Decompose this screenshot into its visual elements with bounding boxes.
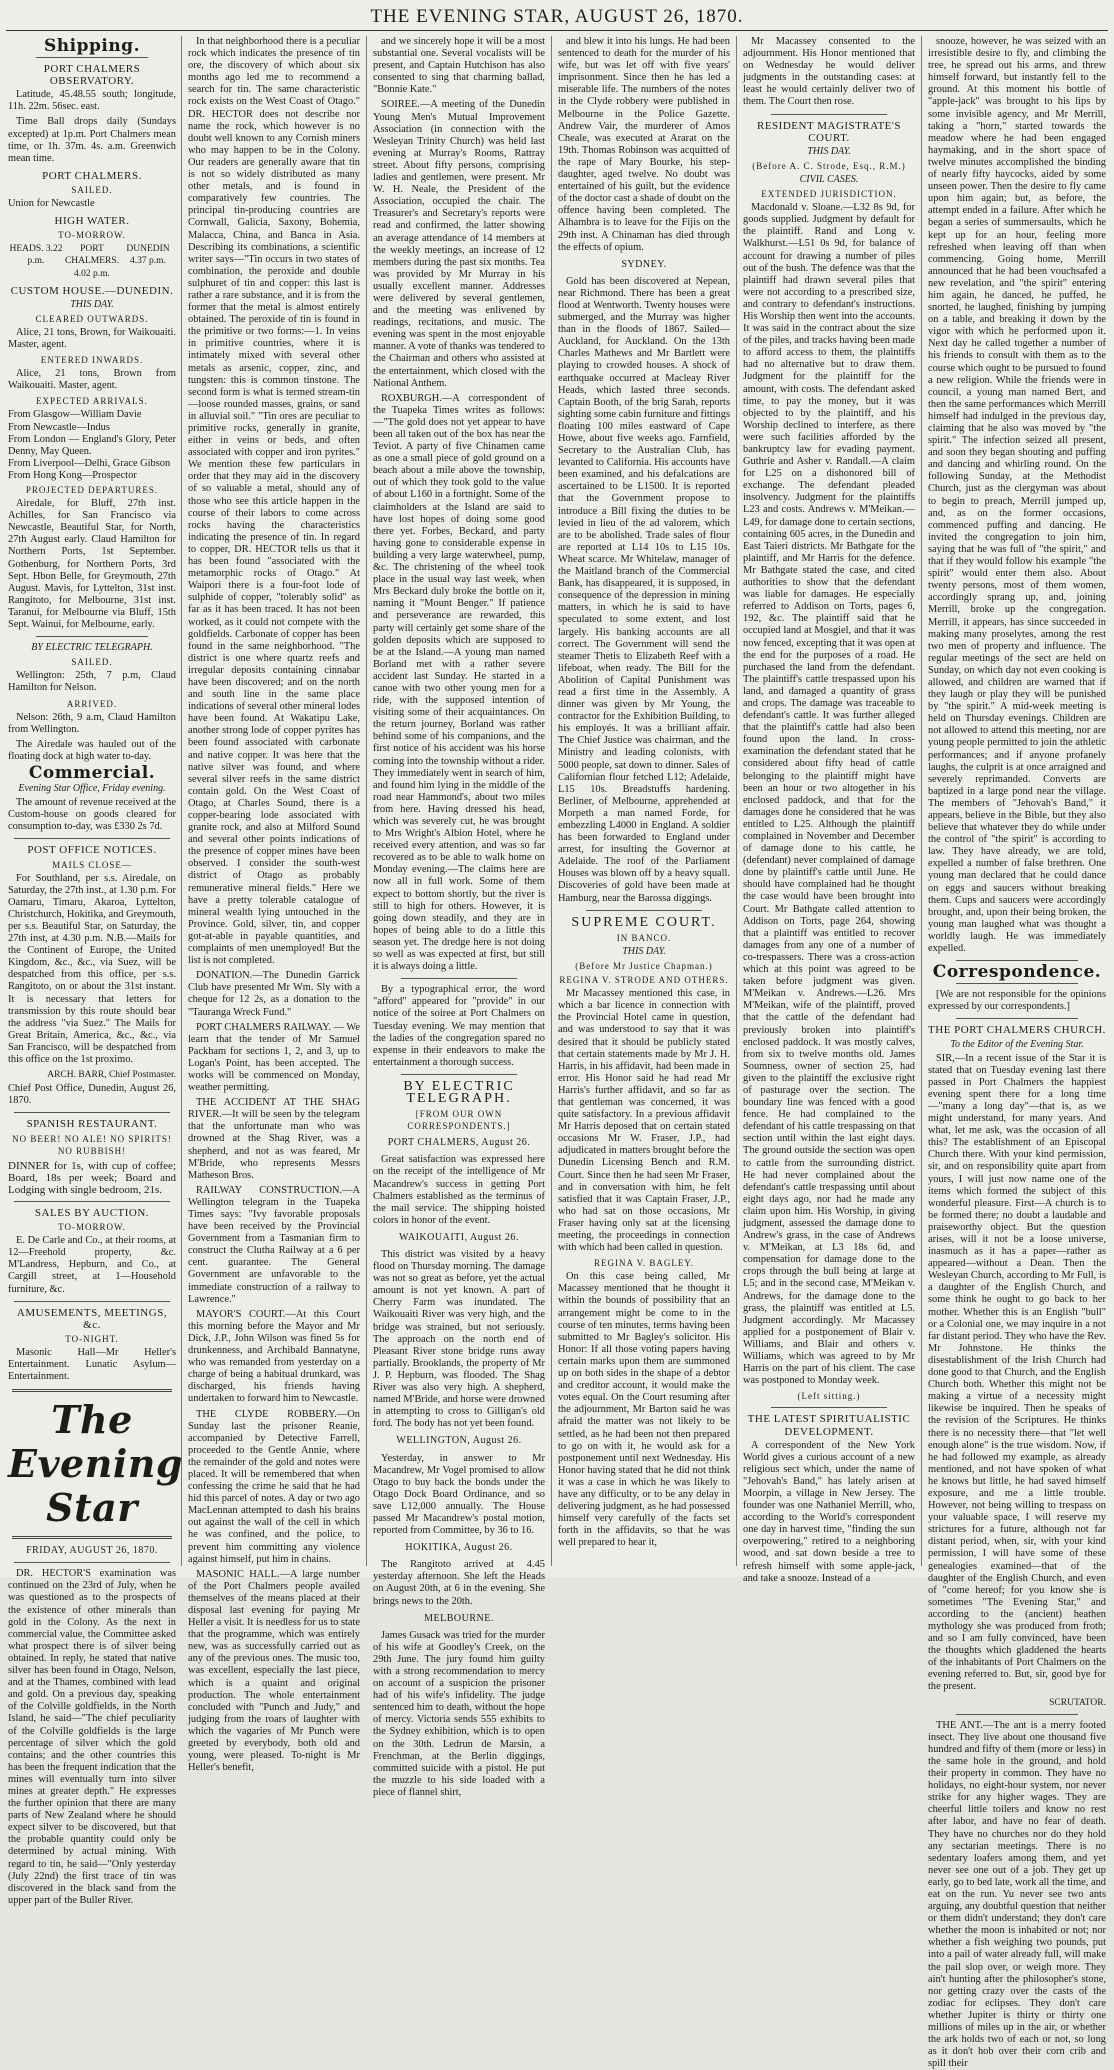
column-rule [736, 36, 737, 1566]
church-letter-heading: THE PORT CHALMERS CHURCH. [928, 1024, 1106, 1037]
divider [36, 636, 148, 637]
office-line: Evening Star Office, Friday evening. [18, 783, 166, 795]
cleared-text: Alice, 21 tons, Brown, for Waikouaiti. Master, agent. [8, 326, 176, 350]
tonight-label: TO-NIGHT. [65, 1333, 119, 1344]
expected-item: From London — England's Glory, Peter Denny, May Queen. [8, 433, 176, 457]
telegram-text: Yesterday, in answer to Mr Macandrew, Mr Vogel promised to allow Otago to buy back the bonds under the Otago Dock Board Ordinance, and so save L12,000 annually. The House passed Mr Macandrew's postal motion, reported from Committee, by 36 to 16. [373, 1452, 545, 1537]
rm-before: (Before A. C. Strode, Esq., R.M.) [752, 160, 906, 171]
clyde-robbery-paragraph: THE CLYDE ROBBERY.—On Sunday last the prisoner Reanie, accompanied by Detective Farrell, proceeded to the Gentle Annie, where the remainder of the gold and notes were placed. It will be remembered that when confessing the crime he said that he had hid this parcel of notes. A day or two ago MacLennan attempted to dash his brains out against the wall of the cell in which he was confined, and the police, to prevent him committing any violence against himself, put him in chains. [188, 1408, 360, 1565]
this-day-label: THIS DAY. [70, 298, 114, 310]
arrived-text: Nelson: 26th, 9 a.m, Claud Hamilton from Wellington. [8, 711, 176, 735]
case-text: On this case being called, Mr Macassey mentioned that he thought it within the bounds of possibility that an arrangement might be come to in the course of ten minutes, terms having been submitted to Mr Bagley's solicitor. His Honor: If all those voting papers having certain marks upon them are summoned up on both sides in the shape of a debtor and creditor account, it would make the votes equal. On the Court resuming after the adjournment, Mr Barton said he was afraid the matter was not likely to be settled, as he had been not then prepared to go on with it, he would ask for a postponement until next Wednesday. His Honor having stated that he did not think it was a case in which he was likely to have any difficulty, or to be any delay in delivering judgment, as he had possessed himself very carefully of the facts set forth in the affidavits, so that he was well prepared to hear it, [558, 1271, 730, 1549]
masthead-rule [6, 30, 1108, 31]
tide-port-chalmers: PORT CHALMERS. 4.02 p.m. [64, 244, 120, 279]
ant-paragraph: THE ANT.—The ant is a merry footed insect. They live about one thousand five hundred and fifty of them (more or less) in the same hole in the ground, and hold their property in common. They have no holidays, no eight-hour system, nor never strike for any higher wages. They are cheerful little toilers and know no rest after labor, and have no fear of death. They have no churches nor do they hold any sectarian meetings. There is no sedentary loafers among them, and yet never see one out of a job. They get up early, go to bed late, work all the time, and eat on the run. Yu never see two ants arguing, any doubtful question that neither or them didn't understand; they don't care whether the moon is inhabited or not; nor whether a fish weighing two pounds, put into a pail of water already full, will make the pail slop over, or weigh more. They ain't hunting after the philosopher's stone, nor getting crazy over the casts of the zodiac for eclipses. They don't care whether Jupiter is thirty or thirty one millions of miles up in the air, or whether the ark holds two of each or not, so long as it don't hob over their corn crib and spill their [928, 1719, 1106, 2070]
sydney-text: Gold has been discovered at Nepean, near Richmond. There has been a great flood at Wentworth. Twenty houses were submerged, and the Murray was higher than in the floods of 1867. Sailed—Auckland, for Auckland. On the 13th Charles Mathews and Mr Bartlett were playing to crowded houses. A shock of earthquake occurred at Macleay River Heads, which lasted three seconds. Captain Booth, of the brig Sarah, reports sighting some cabin furniture and fittings floating 100 miles eastward of Cape Howe, about five weeks ago. Farnfield, Secretary to the Australian Club, has levanted to California. His accounts have been examined, and his defalcations are ascertained to be L1500. It is reported that the Government propose to introduce a Bill fixing the duties to be levied in lieu of the ad valorem, which are to be abolished. Trade sales of flour are reported at L14 10s to L15 10s. Wheat scarce. Mr Whitelaw, manager of the Maitland branch of the Commercial Bank, has disappeared, it is supposed, in consequence of the depression in mining matters, in which he is said to have speculated to some extent, and lost largely. His banking accounts are all correct. The Government will send the steamer Thetis to Elizabeth Reef with a lifeboat, when ready. The Bill for the Abolition of Capital Punishment was read a first time in the Assembly. A dinner was given by Mr Young, the contractor for the Exhibition Building, to his employés. It was a brilliant affair. The Chief Justice was chairman, and the Ministry and leading colonists, with 5000 people, sat down to dinner. Sales of Californian flour fetched L12; Adelaide, L15 10s. Breadstuffs hardening. Berliner, of Melbourne, apprehended at Morpeth a man named Forde, for embezzling L4000 in England. A soldier has been forwarded to England under arrest, for insulting the Governor at Adelaide. The roof of the Parliament Houses was blown off by a heavy squall. Discoveries of gold have been made at Hamburg, near the Barossa diggings. [558, 275, 730, 904]
divider [956, 983, 1078, 984]
melbourne-continued: and blew it into his lungs. He had been sentenced to death for the murder of his wife, but was let off with five years' imprisonment. Since then he has led a miserable life. The numbers of the notes in the Clyde robbery were published in Melbourne in the Police Gazette. Andrew Vair, the murderer of Amos Cheale, was executed at Ararat on the 19th. Thomas Robinson was acquitted of the rape of Mary Bourke, his step-daughter, aged twelve. No doubt was entertained of his guilt, but the evidence of the doctor cast a shade of doubt on the offence having been completed. The Alhambra is to leave for the Fijis on the 29th inst. A Chinaman has died through the effects of opium. [558, 36, 730, 253]
shag-river-paragraph: THE ACCIDENT AT THE SHAG RIVER.—It will be seen by the telegram that the unfortunate man who was drowned at the Shag River, was a shepherd, and not as was feared, Mr M'Bride, who represents Messrs Matheson Bros. [188, 1097, 360, 1181]
column-4 [558, 36, 730, 1566]
divider [956, 1714, 1078, 1715]
expected-arrivals-label: EXPECTED ARRIVALS. [36, 396, 148, 407]
telegraph-heading: BY ELECTRIC TELEGRAPH. [31, 642, 153, 654]
observatory-text: Latitude, 45.48.55 south; longitude, 11h. 22m. 56sec. east. [8, 89, 176, 113]
sailed-label: SAILED. [71, 184, 113, 195]
entered-text: Alice, 21 tons, Brown from Waikouaiti. Master, agent. [8, 368, 176, 392]
divider [771, 114, 887, 115]
amusements-heading: AMUSEMENTS, MEETINGS, &c. [16, 1306, 168, 1331]
post-office-text: For Southland, per s.s. Airedale, on Saturday, the 27th inst., at 1.30 p.m. For Oamaru, Timaru, Akaroa, Lyttelton, Christchurch, Hokitika, and Greymouth, per s.s. Beautiful Star, on Saturday, the 27th inst, at 4.30 p.m. N.B.—Mails for the Continent of Europe, the United Kingdom, &c., &c., via Suez, will be despatched from this office, per s.s. Rangitoto, on or about the 31st instant. It is necessary that letters for transmission by this route should bear the address "via Suez." The Mails for Great Britain, America, &c., &c., via San Francisco, will be despatched from this office on the 1st proximo. [8, 872, 176, 1066]
dinner-advert: DINNER for 1s, with cup of coffee; Board, 18s per week; Board and Lodging with single bedroom, 21s. [8, 1159, 176, 1196]
donation-paragraph: DONATION.—The Dunedin Garrick Club have presented Mr Wm. Sly with a cheque for 12 2s, as a donation to the "Tauranga Wreck Fund." [188, 970, 360, 1018]
postmaster-signature: ARCH. BARR, Chief Postmaster. [47, 1070, 176, 1081]
in-banco-label: IN BANCO. [616, 932, 672, 943]
projected-departures-label: PROJECTED DEPARTURES. [25, 485, 159, 495]
divider [14, 1301, 170, 1302]
correspondence-heading: Correspondence. [932, 962, 1102, 983]
divider [956, 960, 1078, 961]
rm-court-heading: RESIDENT MAGISTRATE'S COURT. [757, 119, 901, 144]
dateline: MELBOURNE. [424, 1612, 494, 1624]
tide-heads: HEADS. 3.22 p.m. [9, 244, 63, 267]
divider [956, 1018, 1078, 1019]
shipping-heading: Shipping. [44, 36, 140, 56]
this-day-label: THIS DAY. [622, 945, 666, 957]
dateline: HOKITIKA, August 26. [405, 1542, 513, 1554]
spiritualistic-heading: THE LATEST SPIRITUALISTIC DEVELOPMENT. [747, 1413, 911, 1438]
time-ball-text: Time Ball drops daily (Sundays excepted) at 1p.m. Port Chalmers mean time, or 1h. 37m. 4s. a.m. Greenwich mean time. [8, 116, 176, 164]
civil-cases-label: CIVIL CASES. [799, 173, 859, 185]
dateline: SYDNEY. [621, 258, 667, 270]
telegram-text: The Rangitoto arrived at 4.45 yesterday afternoon. She left the Heads on August 20th, at 6 in the evening. She brings news to the 20th. [373, 1559, 545, 1607]
column-rule [551, 36, 552, 1566]
judge-line: (Before Mr Justice Chapman.) [575, 960, 713, 971]
sailed-text: Union for Newcastle [8, 198, 95, 210]
case-title: REGINA V. BAGLEY. [593, 1258, 694, 1269]
masonic-continued: and we sincerely hope it will be a most substantial one. Several vocalists will be present, and Captain Hutchison has also consented to sing that charming ballad, "Bonnie Kate." [373, 36, 545, 96]
divider [14, 1201, 170, 1202]
custom-house-heading: CUSTOM HOUSE.—DUNEDIN. [10, 284, 174, 297]
tide-dunedin: DUNEDIN 4.37 p.m. [126, 244, 170, 267]
projected-text: Airedale, for Bluff, 27th inst. Achilles, for San Francisco via Newcastle, Beautiful Star, for North, 27th August early. Claud Hamilton for Northern Ports, 1st September. Gothenburg, for Northern Ports, 3rd Sept. Hbon Belle, for Greymouth, 27th August. Mavis, for Lyttelton, 31st inst. Rangitoto, for Melbourne, 31st inst. Taranui, for Melbourne via Bluff, 15th Sept. Wainui, for Melbourne, early. [8, 498, 176, 631]
high-water-heading: HIGH WATER. [54, 215, 130, 228]
extended-jurisdiction-label: EXTENDED JURISDICTION. [761, 189, 897, 200]
court-continued: Mr Macassey consented to the adjournment. His Honor mentioned that on Wednesday he would deliver judgments in the outstanding cases: at least he would certainly deliver two of them. The Court then rose. [743, 36, 915, 108]
divider [14, 1112, 170, 1113]
expected-item: From Newcastle—Indus [8, 421, 110, 433]
masonic-hall-paragraph: MASONIC HALL.—A large number of the Port Chalmers people availed themselves of the means placed at their disposal last evening for paying Mr Heller a visit. It is needless for us to state that the programme, which was entirely new, was as successfully carried out as any of the previous ones. The music too, was excellent, especially the last piece, which is a quaint and original production. The whole entertainment concluded with "Punch and Judy," and judging from the roars of laughter with which the vagaries of Mr Punch were greeted by everybody, both old and young, were pleased. To-night is Mr Heller's benefit, [188, 1568, 360, 1774]
editorial-text: DR. HECTOR'S examination was continued on the 23rd of July, when he was questioned as to the prospects of the existence of other minerals than gold in the Colony. As the next in commercial value, the Committee asked what prospect there is of silver being obtained. In reply, he stated that native silver has been found in Otago, Nelson, and at the Thames, combined with lead and gold. On a previous day, speaking of the Colville goldfields, in the North Island, he said—"The chief peculiarity of the Colville goldfields is the large percentage of silver which the gold contains; and the other countries this has been the frequent indication that the mines will eventually turn into silver mines at greater depth." He expresses the further opinion that there are many parts of New Zealand where he should expect silver to be discovered, but that the probable quantity could only be determined by actual mining. With regard to tin, he said—"Only yesterday (July 22nd) the first trace of tin was discovered in the black sand from the upper part of the Buller River. [8, 1568, 176, 1906]
dateline: PORT CHALMERS, August 26. [387, 1137, 531, 1149]
column-rule [921, 36, 922, 1566]
post-office-date: Chief Post Office, Dunedin, August 26, 1870. [8, 1083, 176, 1107]
dateline: WAIKOUAITI, August 26. [399, 1231, 519, 1243]
divider [36, 57, 148, 58]
divider [14, 1562, 170, 1563]
divider [586, 910, 702, 911]
mayors-court-paragraph: MAYOR'S COURT.—At this Court this morning before the Mayor and Mr Dick, J.P., John Wilson was fined 5s for drunkenness, and Archibald Bannatyne, who was remanded from yesterday on a charge of being a habitual drunkard, was discharged, his friends having undertaken to forward him to Newcastle. [188, 1308, 360, 1405]
arrived-label: ARRIVED. [66, 698, 118, 709]
telegram-text: James Gusack was tried for the murder of his wife at Goodley's Creek, on the 29th June. The jury found him guilty with a strong recommendation to mercy on account of a suspicion the prisoner had of his wife's infidelity. The judge sentenced him to death, without the hope of mercy. Victoria sends 555 exhibits to the Sydney exhibition, which is to open on the 30th. Ledrun de Marsin, a Frenchman, at the Berlin diggings, committed suicide with a pistol. He put the muzzle to his side loaded with a piece of flannel shirt, [373, 1629, 545, 1798]
column-rule [366, 36, 367, 1566]
restaurant-heading: SPANISH RESTAURANT. [26, 1118, 158, 1131]
this-day-label: THIS DAY. [807, 145, 851, 157]
correspondence-note: [We are not responsible for the opinions expressed by our correspondents.] [928, 989, 1106, 1013]
expected-item: From Glasgow—William Davie [8, 409, 142, 421]
rm-court-text: Macdonald v. Sloane.—L32 8s 9d, for goods supplied. Judgment by default for the plaintiff. Rand and Long v. Walkhurst.—L51 0s 9d, for balance of account for drawing a number of piles out of the bush. The defence was that the plaintiff had drawn several piles that were not according to a prescribed size, and contrary to defendant's instructions. His Worship then went into the accounts. It was said in the contract about the size of the piles, and tracks having been made to afford access to them, the plaintiffs had no alternative but to draw them. Judgment for the plaintiff for the amount, with costs. The defendant asked time, to pay the money, but it was objected to by the plaintiff, and his Worship declined to interfere, as there were such facilities afforded by the bankruptcy law for evading payment. Guthrie and Asher v. Randall.—A claim for L25 on a dishonored bill of exchange. The defendant pleaded insolvency. Judgment for the plaintiffs L23 and costs. Andrews v. M'Meikan.—L49, for damage done to certain sections, containing 605 acres, in the Dunedin and East Taieri districts. Mr Bathgate for the plaintiff, and Mr Harris for the defence. Mr Bathgate stated the case, and cited authorities to show that the defendant was liable for damages. He especially referred to Addison on Torts, pages 6, 192, &c. The plaintiff said that he occupied land at Mosgiel, and that it was now fenced, excepting that it was open at the end for the purposes of a road. He purchased the land from the defendant. The plaintiff's cattle trespassed upon his land, and damaged a quantity of grass and crops. The damage was traceable to defendant's cattle. It was further alleged that the plaintiff's cattle had also been found upon the land. In cross-examination the defendant stated that he considered about fifty head of cattle belonging to the plaintiff might have been an hour or two altogether in his enclosed paddock, and that for the damages done he considered that he was entitled to L25. Although the plaintiff complained in November and December of damage done to his cattle, he (defendant) never complained of damage done by plaintiff's cattle until June. He should have complained had he thought the case would have been brought into Court. Mr Bathgate called attention to Addison on Torts, page 264, showing that a plaintiff was entitled to recover damages from any one of a number of co-trespassers. There was a cross-action which at this point was agreed to be taken before judgment was given. M'Meikan v. Andrews.—L26. Mrs M'Meikan, wife of the plaintiff, proved that the cattle of the defendant had previously broken into plaintiff's enclosed paddock. It was mostly calves, from six to twelve months old. James Soumness, owner of section 25, had given to the plaintiff the exclusive right of pasturage over the section. The boundary line was fenced with a good fence. He had complained to the defendant of his cattle trespassing on that section until within the last eight days. The ground outside the section was open to cattle from the surrounding district. He had never complained about the defendant's cattle trespassing until about eight days ago, nor had he made any claim upon him. His Worship, in giving judgment, assessed the damage done to Andrew's grass, in the case of Andrews v. M'Meikan, at L3 18s 6d, and compensation for damage done to the crops through the bull being at large at L5; and in the second case, M'Meikan v. Andrews, for the damage done to the grass, the plaintiff was entitled at L5. Judgment accordingly. Mr Macassey applied for a postponement of Blair v. Williams, and Blair and others v. Williams, which was agreed to by Mr Harris on the part of his client. The case was postponed to Monday week. [743, 202, 915, 1387]
divider [12, 1536, 172, 1539]
expected-item: From Liverpool—Delhi, Grace Gibson [8, 457, 171, 469]
dateline: WELLINGTON, August 26. [396, 1435, 522, 1447]
masthead: THE EVENING STAR, AUGUST 26, 1870. [370, 6, 744, 27]
supreme-court-heading: SUPREME COURT. [571, 914, 717, 930]
issue-date: FRIDAY, AUGUST 26, 1870. [26, 1545, 158, 1557]
sales-text: E. De Carle and Co., at their rooms, at 12—Freehold property, &c. M'Landress, Hepburn, and Co., at Cargill street, at 1—Household furniture, &c. [8, 1235, 176, 1295]
tomorrow-label: TO-MORROW. [58, 1222, 126, 1233]
sailed-label: SAILED. [71, 657, 113, 668]
soiree-paragraph: SOIREE.—A meeting of the Dunedin Young Men's Mutual Improvement Association (in connection with the Wesleyan Trinity Church) was held last evening at Murray's Rooms, Rattray street. About fifty persons, comprising ladies and gentlemen, were present. Mr W. H. Neale, the President of the Association, occupied the chair. The Treasurer's and Secretary's reports were read and confirmed, the latter showing an average attendance of 14 members at the weekly meetings, an increase of 12 members during the past six months. Tea was provided by Mr Murray in his usually excellent manner. Addresses were delivered by several gentlemen, and the meeting was enlivened by readings, recitations, and music. The evening was spent in the most enjoyable manner. A vote of thanks was tendered to the Chairman and others who assisted at the entertainment, which closed with the National Anthem. [373, 99, 545, 389]
column-3 [373, 36, 545, 1798]
restaurant-slogan: NO BEER! NO ALE! NO SPIRITS! NO RUBBISH! [12, 1133, 172, 1156]
mails-close-label: MAILS CLOSE— [52, 859, 132, 870]
telegraph-subheading: [FROM OUR OWN CORRESPONDENTS.] [407, 1109, 511, 1132]
tomorrow-label: TO-MORROW. [58, 230, 126, 241]
column-2 [188, 36, 360, 1774]
editorial-continued: In that neighborhood there is a peculiar rock which indicates the presence of tin ore, the discovery of which about six months ago led me to recommend a search for tin. The same characteristic rock exists on the West Coast of Otago." DR. HECTOR does not describe nor name the rock, which however is no doubt well known to any Cornish miners who may happen to be in the Colony. Our readers are generally aware that tin is not so widely distributed as many other metals, and is found in comparatively few countries. The principal tin-producing countries are Cornwall, Galicia, Saxony, Bohemia, Malacca, China, and Banca in Asia. Describing its combinations, a scientific writer says—"Tin occurs in two states of combination, the peroxide and double sulphuret of tin and copper: this last is rather a rare substance, and it is from the former that the metal is almost entirely obtained. The peroxide of tin is found in the primitive or two forms:—1. In veins in primitive countries, where it is intimately mixed with several other metals as arsenic, copper, zinc, and tungsten: this is common tinstone. The second form is what is termed stream-tin—loose rounded masses, grains, or sand in alluvial soil." "Tin ores are peculiar to primitive rocks, generally in granite, either in veins or beds, and often associated with copper and iron pyrites." We mention these few particulars in order that they may aid in the discovery of so valuable a metal, should any of those who see this article happen in the course of their labors to come across rocks having the characteristics indicating the presence of tin. In regard to copper, DR. HECTOR tells us that it has been found "associated with the metamorphic rocks of Otago." At Waipori there is a four-foot lode of sulphide of copper, "tolerably solid" as far as it has been traced. It has not been worked, as it could not compete with the goldfields. Carbonate of copper has been found in the same neighborhood. "The district is one where quartz reefs and irregular deposits containing cinnabar have been discovered; and on the north and south line in the same place indications of several other mineral lodes have been found. At Wakatipu Lake, another strong lode of copper pyrites has been found associated with carbonate and native copper. It was here that the native silver was found, and where several silver reefs in the same district contain gold. On the West Coast of Otago, at Charles Sound, there is a copper-bearing lode associated with granite rock, and also at Milford Sound and several other points indications of the presence of copper mines have been observed. I consider the south-west district of Otago as probably remunerative mineral fields." Here we have a pretty tolerable catalogue of mineral wealth lying untouched in the Province. Gold, silver, tin, and copper got-at-able in payable quantities, and complaints of men unemployed! But the list is not completed. [188, 36, 360, 967]
railway-paragraph: PORT CHALMERS RAILWAY. — We learn that the tender of Mr Samuel Packham for sections 1, 2, and 3, up to Logan's Point, has been accepted. The works will be commenced on Monday, weather permitting. [188, 1021, 360, 1094]
commercial-heading: Commercial. [28, 762, 156, 783]
telegram-text: This district was visited by a heavy flood on Thursday morning. The damage was not so great as before, yet the actual amount is not yet known. A part of Cherry Farm was inundated. The Waikouaiti River was very high, and the bridge was strained, but not seriously. The approach on the north end of Pleasant River stone bridge runs away partially. Brooklands, the property of Mr J. P. Hepburn, was flooded. The Shag River was also very high. A shepherd, named M'Bride, and horse were drowned in attempting to cross to Gilligan's old ford. The body has not yet been found. [373, 1249, 545, 1430]
commercial-text: The amount of revenue received at the Custom-house on goods cleared for consumption to-day, was £330 2s 7d. [8, 797, 176, 833]
roxburgh-paragraph: ROXBURGH.—A correspondent of the Tuapeka Times writes as follows:—"The gold does not yet appear to have been all taken out of the box has near the Teviot. A party of five Chinamen came as one a small piece of gold ground on a beach about a mile above the township, out of which they took gold to the value of about L160 in a fortnight. Some of the claimholders at the Island are said to have lost hopes of doing some good there yet. Forbes, Beckard, and party having gone to considerable expense in building a very large waterwheel, pump, &c. The christening of the wheel took place in the usual way last week, when Mrs Beckard duly broke the bottle on it, naming it "Mount Benger." If patience and perseverance are rewarded, this party will certainly get some share of the golden deposits which are supposed to be at the Island.—A young man named Borland met with a rather severe accident last Sunday. He started in a canoe with two other young men for a ride, with the supposed intention of visiting some of their acquaintances. On the return journey, Borland was rather behind some of his companions, and the first notice of his accident was his horse coming into the township without a rider. They immediately went in search of him, and found him lying in the middle of the road near Hammond's, about two miles from here. Having dressed his head, which was severely cut, he was brought to Mrs Wright's Albion Hotel, where he received every attention, and was so far recovered as to be able to walk home on Monday evening.—The claims here are now all in full work. Some of them expect to bottom shortly, but the river is still to high for others. However, it is going down steadily, and they are in hopes of being able to do a little this season yet. The dredge here is not doing so well as was expected at first, but still it is always doing a little. [373, 392, 545, 973]
left-sitting: (Left sitting.) [797, 1391, 861, 1402]
divider [14, 838, 170, 839]
letter-salutation: To the Editor of the Evening Star. [950, 1038, 1084, 1050]
divider [12, 1389, 172, 1392]
port-chalmers-heading: PORT CHALMERS. [42, 169, 142, 182]
post-office-heading: POST OFFICE NOTICES. [27, 844, 157, 857]
letter-signature: SCRUTATOR. [1049, 1697, 1106, 1708]
airedale-text: The Airedale was hauled out of the floating dock at high water to-day. [8, 738, 176, 762]
telegraph-heading: BY ELECTRIC TELEGRAPH. [403, 1078, 515, 1106]
divider [401, 978, 517, 979]
amusements-text: Masonic Hall—Mr Heller's Entertainment. Lunatic Asylum—Entertainment. [8, 1346, 176, 1383]
newspaper-title: The Evening Star [8, 1397, 183, 1531]
case-title: REGINA V. STRODE AND OTHERS. [559, 975, 729, 986]
cleared-outwards-label: CLEARED OUTWARDS. [35, 313, 149, 324]
column-6 [928, 36, 1106, 2070]
column-5 [743, 36, 915, 1584]
spiritualistic-continued: snooze, however, he was seized with an irresistible desire to fly, and climbing the tree, he spread out his arms, and threw himself forward, but instantly fell to the ground. At this moment his bottle of "apple-jack" was brought to his lips by some invisible agency, and Mr Merrill, taking a "horn," started towards the meadow where he had been engaged haymaking, and in the short space of twelve minutes accomplished the binding of nearly fifty haycocks, aided by some unseen power. Then the desire to fly came upon him again; but, as before, the attempt ended in a failure. After which he began a series of summersaults, which he kept up for an hour, feeling more refreshed when leaving off than when commencing. Going home, Merrill announced that he had been vouchsafed a new revelation, and "the spirit" entering him again, he danced, he puffed, he snorted, he laughed, finishing by jumping on a table, and breaking it down by the vigor with which he performed upon it. Next day he called together a number of his friends to consult with them as to the course which ought to be pursued to found a new religion. While the friends were in council, a young man named Bert, and then the same performances which Merrill himself had indulged in the previous day, claiming that he also was moved by "the spirit." The infection seized all present, and soon they began shouting and puffing and dancing and whirling round. On the following Sunday, at the Methodist Church, just as the clergyman was about to begin to preach, Merrill jumped up, and, as on the former occasions, commenced puffing and dancing. He invited the congregation to join him, saying that he was full of "the spirit," and that if they would follow his example "the spirit" would enter them also. About twenty persons, most of them women, accordingly sprang up, and, joining Merrill, broke up the congregation. Merrill, it appears, has since succeeded in making many proselytes, among the rest two men of property and influence. The regular meetings of the sect are held on Sunday, on which day not even cooking is allowed, and children are warned that if they laugh or play they will be punished by "the spirit." A mid-week meeting is held on Thursday evenings. Children are not allowed to attend this meeting, nor are young people permitted to join the athletic performances; and if anyone profanely laughs, the culprit is at once arraigned and severely reprimanded. Converts are baptized in a large pond near the village. The members of "Jehovah's Band," it appears, believe in the Bible, but they also believe that whatever they do while under the control of "the spirit" is according to law. They have already, we are told, expelled a number of false brethren. One young man declared that he could dance on eggs and saucers without breaking them. Cups and saucers were accordingly brought, and, upon their being broken, the young man laughed what was thought a worldly laugh. He was immediately expelled. [928, 36, 1106, 955]
typo-notice: By a typographical error, the word "afford" appeared for "provide" in our notice of the soiree at Port Chalmers on Tuesday evening. We may mention that the ladies of the congregation spared no expense in their endeavors to make the entertainment a thorough success. [373, 984, 545, 1068]
spiritualistic-text: A correspondent of the New York World gives a curious account of a new religious sect which, under the name of "Jehovah's Band," has lately arisen at Moorpin, a village in New Jersey. The founder was one Nathaniel Merrill, who, according to the World's correspondent one day in harvest time, "finding the sun overpowering," retired to a neighboring wood, and sat down beside a tree to refresh himself with some apple-jack, and take a snooze. Instead of a [743, 1439, 915, 1584]
divider [401, 1074, 517, 1075]
column-rule [181, 36, 182, 1566]
observatory-heading: PORT CHALMERS OBSERVATORY. [43, 63, 141, 88]
tide-table [8, 243, 176, 279]
entered-inwards-label: ENTERED INWARDS. [40, 355, 144, 366]
church-letter-text: SIR,—In a recent issue of the Star it is stated that on Tuesday evening last there passed in Port Chalmers the happiest evening spent there for a long time—"many a long day"—that is, as we might understand, for many years. And what, let me ask, was the occasion of all this? The establishment of an Episcopal Church there. With your kind permission, sir, and on responsibility quite apart from yours, I will just now name one of the items which formed the subject of this wonderful pleasure. First—A church is to be formed there; no doubt a laudable and praiseworthy object. But the question arises, will it not be a loose universe, inasmuch as it has a paper—rather as appeared—without a Dean. Then the Wesleyan Church, according to Mr Full, is a daughter of the English Church, and some think he ought to go back to her mother. Whether this is an English "bull" or a Colonial one, we may inquire in a not far distant period. They who have the Rev. Mr Johnstone. He thinks the disestablishment of the Irish Church had done good to that Church, and the English Church both. Whether this might not be making a virtue of a necessity might likewise be inquired. Then he speaks of the revision of the Scriptures. He thinks there is no necessity there—that "let well enough alone" is the true wisdom. Now, if he had followed my example, as already mentioned, and not have spoken of what he knows but little, he had saved himself exposure, and me a little trouble. However, not being willing to trespass on your valuable space, I will reserve my strictures for a future, although not far distant period, when, sir, with your kind permission, I will have some of these genealogies examined—that of the daughter of the English Church, and even of "come hereof; for you know she is sometimes "The Evening Star," and according to the (ancient) heathen mythology she was produced from froth; and so I am fully convinced, have been the thoughts which gladdened the hearts of the inhabitants of Port Chalmers on the evening referred to. But, sir, good bye for the present. [928, 1052, 1106, 1693]
expected-item: From Hong Kong—Prospector [8, 469, 137, 481]
divider [771, 1407, 887, 1408]
case-text: Mr Macassey mentioned this case, in which a bar licence in connection with the Provincial Hotel came in question, and was understood to say that it was desired that it should be publicly stated that certain statements made by Mr J. H. Harris, in his affidavit, had been made in error. His Honor said he had read Mr Harris's further affidavit, and so far as that gentleman was concerned, it was quite satisfactory. In a previous affidavit Mr Harris deposed that on certain stated occasions Mr W. Fraser, J.P., had adjudicated in matters brought before the Dunedin Licensing Bench and R.M. Court. Since then he had seen Mr Fraser, and in conversation with him, he felt satisfied that it was Captain Fraser, J.P., who had sat on those occasions, Mr Fraser having only sat at the licensing meeting, the proceedings in connection with which had been called in question. [558, 988, 730, 1254]
telegraph-sailed-text: Wellington: 25th, 7 p.m, Claud Hamilton for Nelson. [8, 670, 176, 694]
column-1 [8, 36, 183, 1906]
telegram-text: Great satisfaction was expressed here on the receipt of the intelligence of Mr Macandrew's success in getting Port Chalmers established as the terminus of the mail service. The shipping hoisted colors in honor of the event. [373, 1154, 545, 1226]
sales-heading: SALES BY AUCTION. [34, 1206, 150, 1219]
railway-construction-paragraph: RAILWAY CONSTRUCTION.—A Wellington telegram in the Tuapeka Times says: "Ivy favorable proposals have been received by the Provincial Government from a Tasmanian firm to construct the Clutha Railway at a 6 per cent. guarantee. The General Government are unfavorable to the immediate construction of a railway to Lawrence." [188, 1184, 360, 1305]
